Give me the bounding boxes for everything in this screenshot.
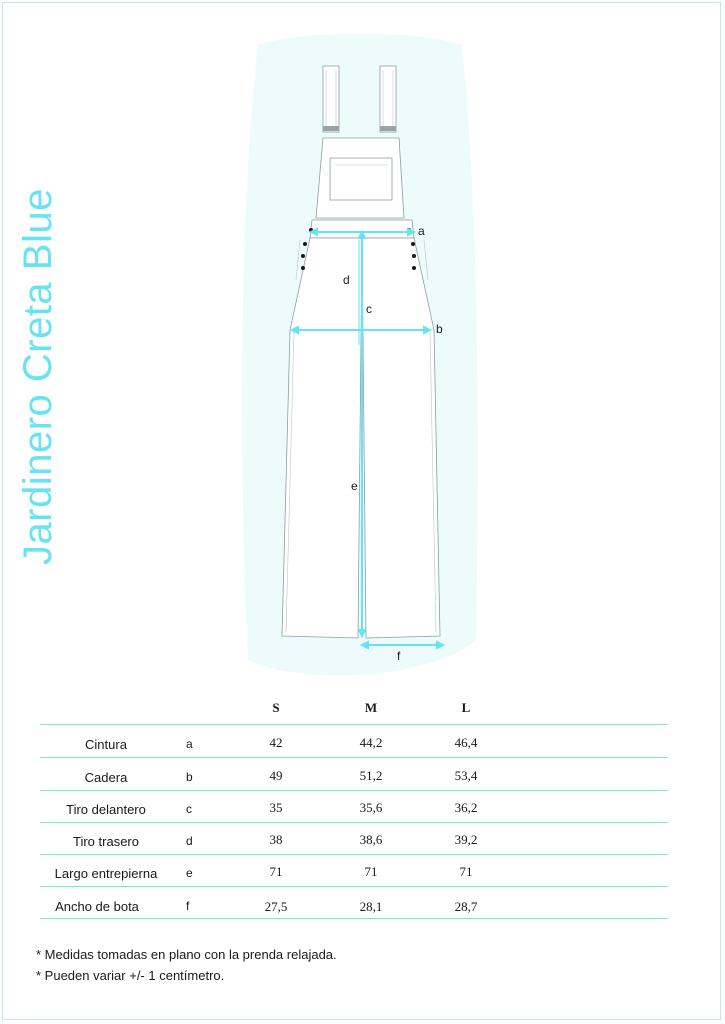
bib-pocket [330,158,392,200]
row-label: Ancho de bota [55,899,139,914]
right-strap-buckle [380,126,396,131]
value-s: 27,5 [264,899,288,914]
table-divider [40,757,668,758]
size-header-m: M [364,700,378,715]
row-letter: a [186,737,193,751]
value-l: 39,2 [454,832,478,847]
row-letter: d [186,834,193,848]
value-m: 51,2 [359,768,383,783]
left-strap [323,66,339,132]
left-strap-buckle [323,126,339,131]
row-letter: c [186,802,192,816]
row-label: Tiro delantero [66,802,146,817]
footnote: * Pueden variar +/- 1 centímetro. [36,968,225,983]
table-divider [40,886,668,887]
value-m: 44,2 [359,735,383,750]
value-l: 71 [459,864,473,879]
table-divider [40,790,668,791]
row-label: Largo entrepierna [54,866,158,881]
value-s: 42 [269,735,283,750]
size-header-l: L [461,700,471,715]
right-strap [380,66,396,132]
value-l: 53,4 [454,768,478,783]
value-s: 71 [269,864,283,879]
page-title: Jardinero Creta Blue [16,188,60,565]
label-b: b [436,322,443,336]
label-a: a [418,224,425,238]
row-label: Cadera [84,770,128,785]
value-m: 35,6 [359,800,383,815]
value-l: 46,4 [454,735,478,750]
value-s: 35 [269,800,283,815]
label-c: c [366,302,372,316]
label-f: f [397,649,401,663]
value-s: 38 [269,832,283,847]
table-divider [40,854,668,855]
value-l: 36,2 [454,800,478,815]
row-letter: f [186,899,190,913]
value-m: 28,1 [359,899,383,914]
table-divider [40,822,668,823]
row-label: Tiro trasero [73,834,139,849]
value-m: 38,6 [359,832,383,847]
table-divider [40,724,668,725]
row-letter: b [186,770,193,784]
row-label: Cintura [85,737,127,752]
value-m: 71 [364,864,378,879]
footnote: * Medidas tomadas en plano con la prenda relajada. [36,947,337,962]
row-letter: e [186,866,193,880]
size-header-s: S [272,700,280,715]
value-s: 49 [269,768,283,783]
label-e: e [351,479,358,493]
label-d: d [343,273,350,287]
table-divider [40,918,668,919]
value-l: 28,7 [454,899,478,914]
